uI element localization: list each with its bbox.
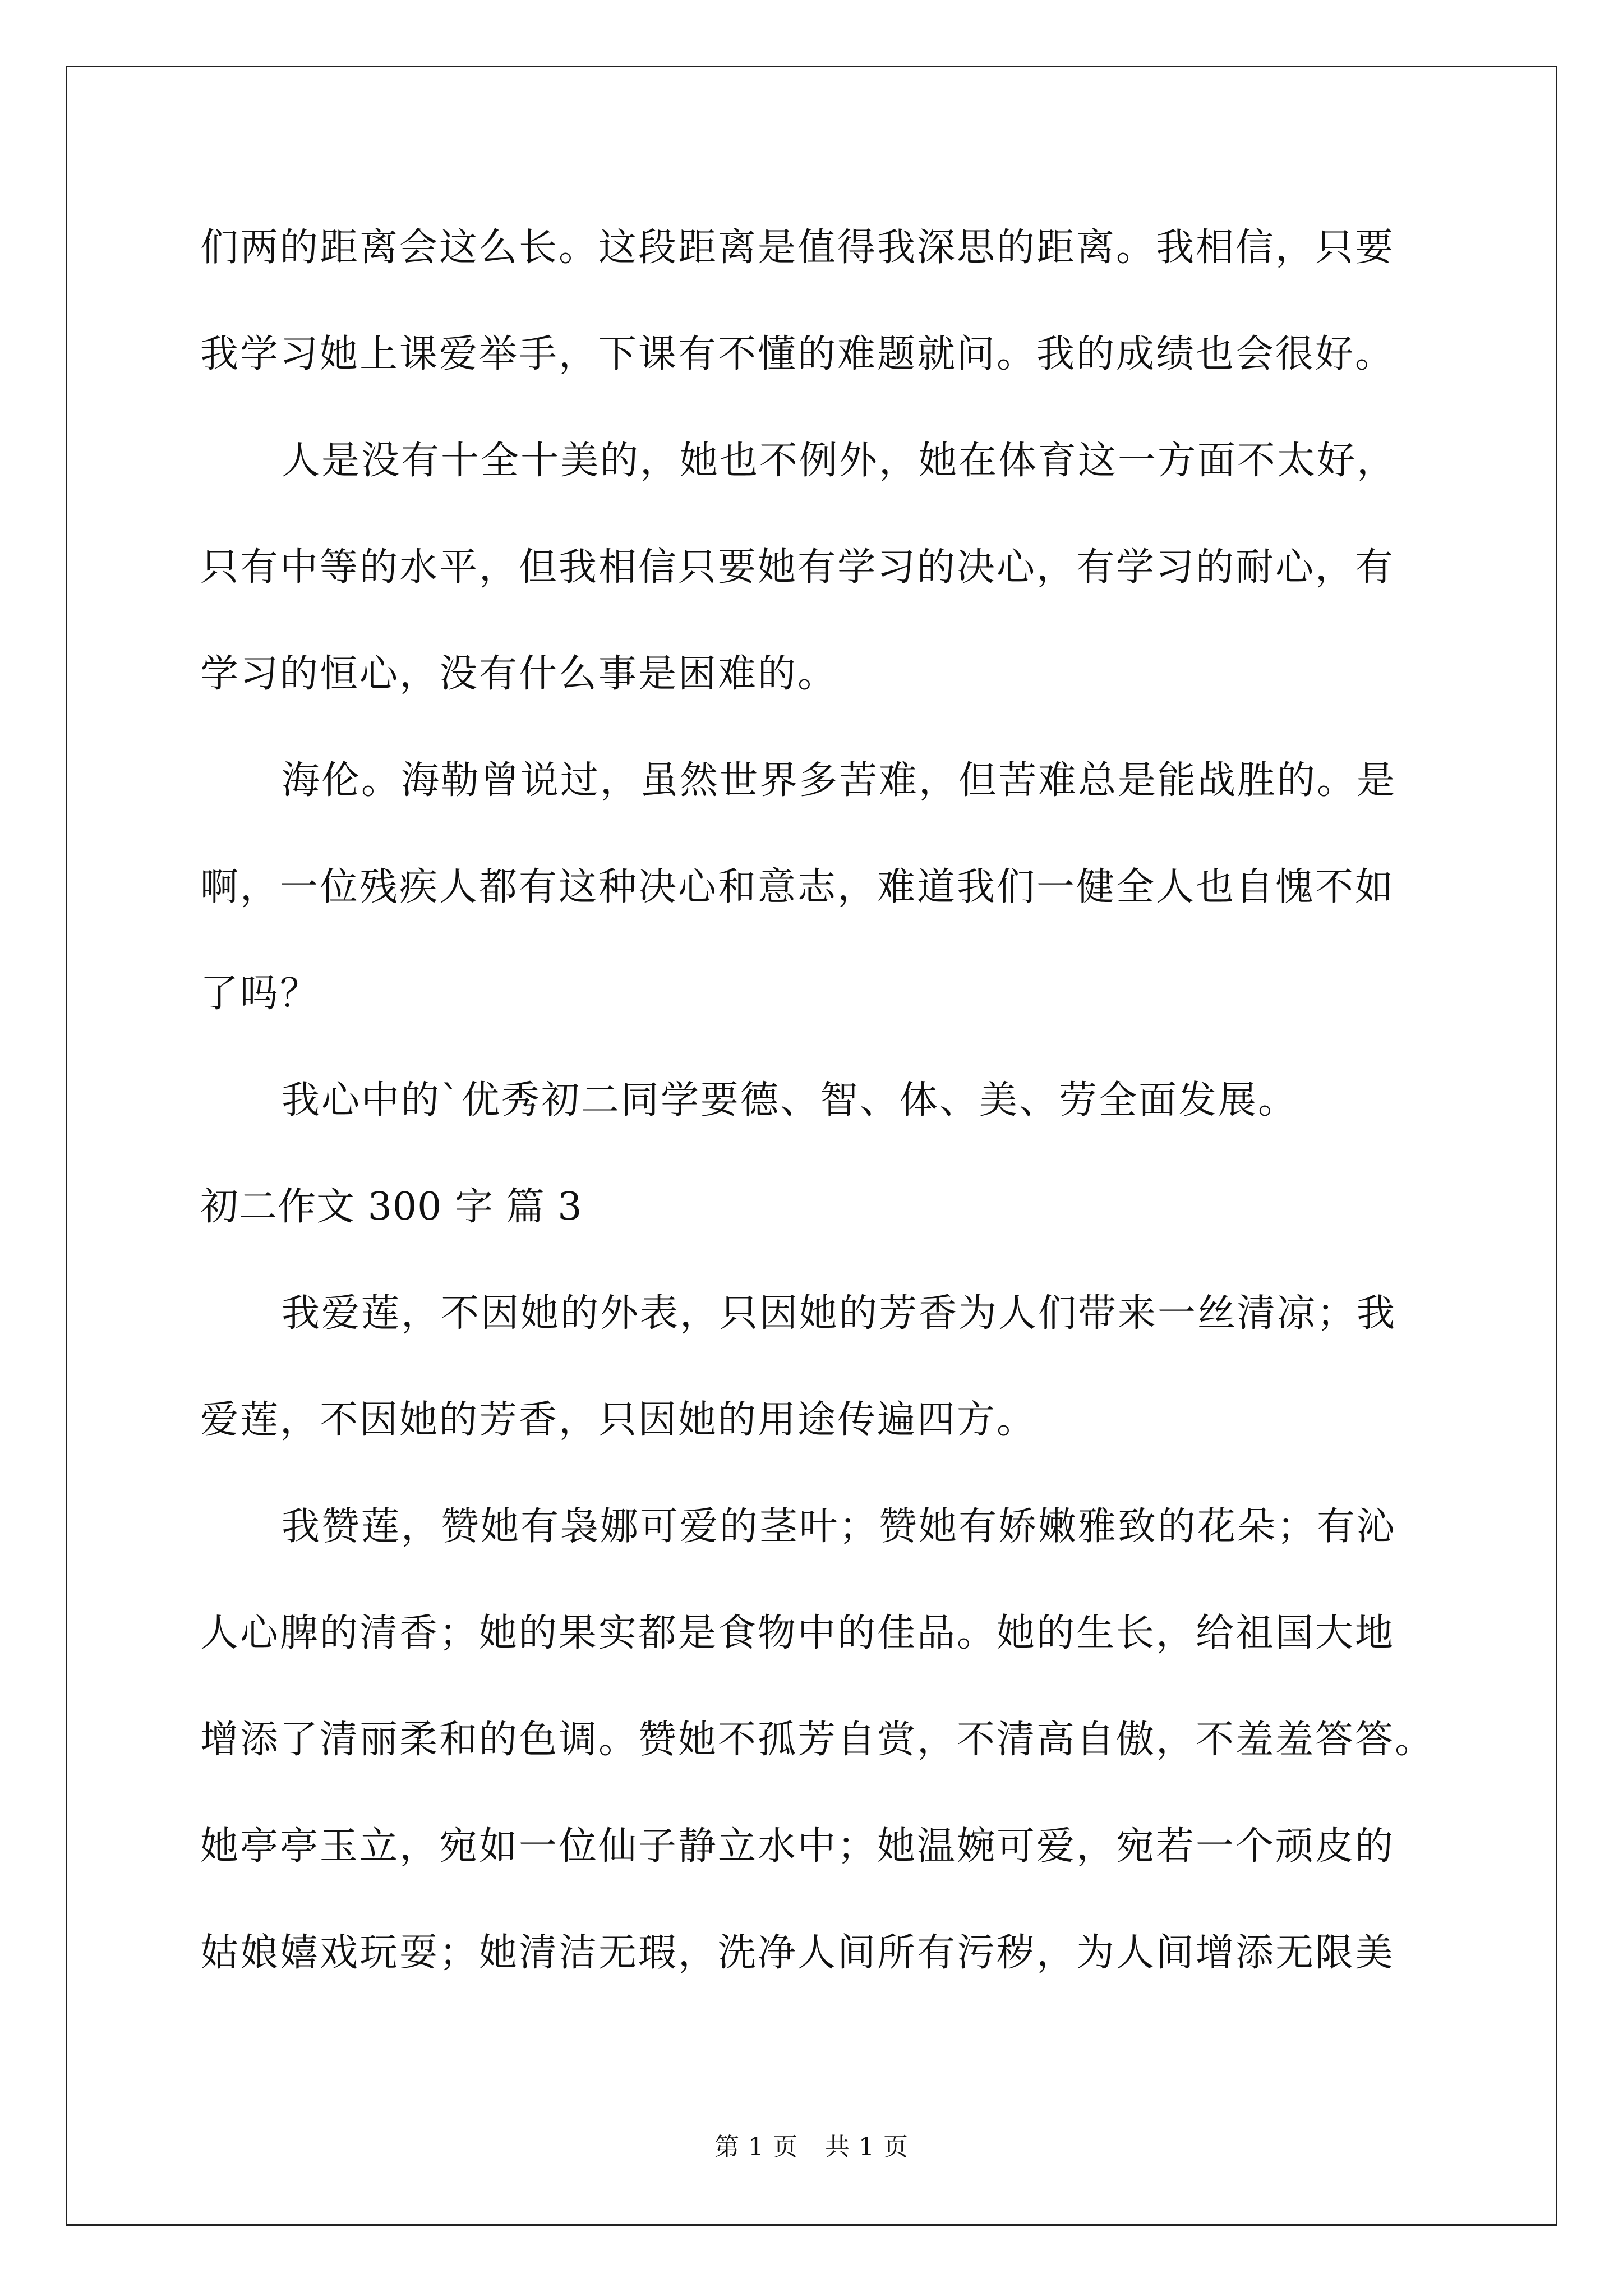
page-total: 共 1 页 xyxy=(825,2133,909,2161)
text-line: 增添了清丽柔和的色调。赞她不孤芳自赏，不清高自傲，不羞羞答答。 xyxy=(200,1718,1435,1762)
text-line: 她亭亭玉立，宛如一位仙子静立水中；她温婉可爱，宛若一个顽皮的 xyxy=(200,1824,1395,1869)
section-heading: 初二作文 300 字 篇 3 xyxy=(200,1185,583,1229)
text-line: 学习的恒心，没有什么事是困难的。 xyxy=(200,652,838,696)
page-frame xyxy=(66,66,1557,2226)
text-line: 只有中等的水平，但我相信只要她有学习的决心，有学习的耐心，有 xyxy=(200,545,1395,590)
paragraph-start-line: 海伦。海勒曾说过，虽然世界多苦难，但苦难总是能战胜的。是 xyxy=(282,758,1397,803)
text-line: 了吗？ xyxy=(200,972,320,1016)
paragraph-start-line: 人是没有十全十美的，她也不例外，她在体育这一方面不太好， xyxy=(282,439,1397,483)
text-line: 姑娘嬉戏玩耍；她清洁无瑕，洗净人间所有污秽，为人间增添无限美 xyxy=(200,1931,1395,1975)
paragraph-start-line: 我赞莲，赞她有袅娜可爱的茎叶；赞她有娇嫩雅致的花朵；有沁 xyxy=(282,1504,1397,1549)
text-line: 们两的距离会这么长。这段距离是值得我深思的距离。我相信，只要 xyxy=(200,226,1395,270)
text-line: 爱莲，不因她的芳香，只因她的用途传遍四方。 xyxy=(200,1398,1037,1442)
text-line: 啊，一位残疾人都有这种决心和意志，难道我们一健全人也自愧不如 xyxy=(200,865,1395,909)
paragraph-start-line: 我心中的`优秀初二同学要德、智、体、美、劳全面发展。 xyxy=(282,1078,1298,1122)
page-footer xyxy=(0,2131,1623,2164)
text-line: 人心脾的清香；她的果实都是食物中的佳品。她的生长，给祖国大地 xyxy=(200,1611,1395,1655)
text-line: 我学习她上课爱举手，下课有不懂的难题就问。我的成绩也会很好。 xyxy=(200,332,1395,376)
page-number: 第 1 页 xyxy=(714,2133,798,2161)
paragraph-start-line: 我爱莲，不因她的外表，只因她的芳香为人们带来一丝清凉；我 xyxy=(282,1291,1397,1336)
